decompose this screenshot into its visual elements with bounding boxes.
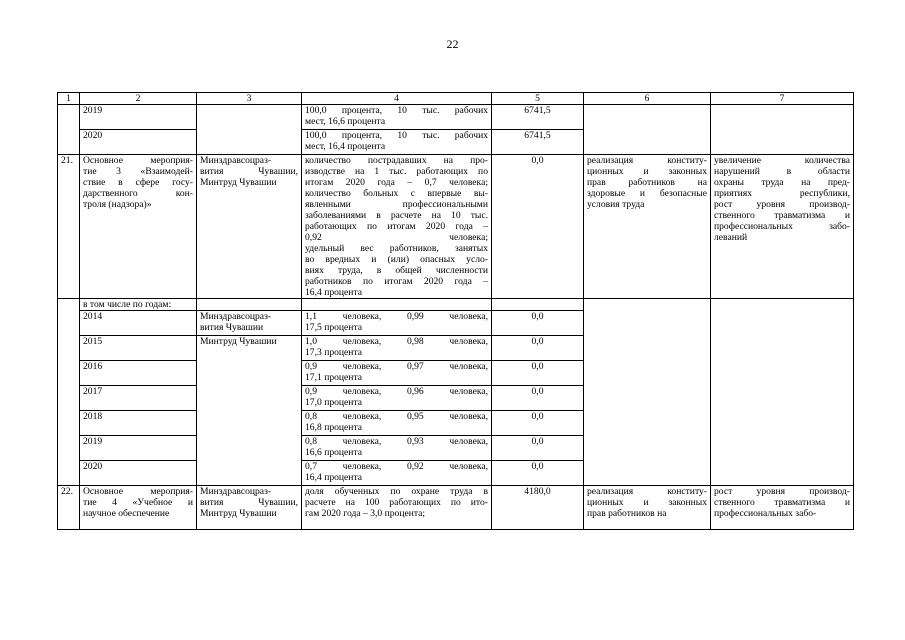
year-cell: 2018 — [80, 411, 197, 436]
cell-line: дарственного кон- — [83, 188, 193, 199]
year-cell: 2020 — [80, 130, 197, 155]
cell-line: 16,8 процента — [305, 422, 363, 433]
year-cell: 2019 — [80, 105, 197, 130]
cell-line: 0,8 человека, 0,93 человека, — [305, 436, 488, 447]
cell-line: работников по итогам 2020 года – — [305, 276, 488, 287]
cell-line: 16,6 процента — [305, 447, 363, 458]
cell-line: вития Чувашии, — [200, 166, 298, 177]
year-cell: 2020 — [80, 461, 197, 486]
cell-line: реализация конститу- — [587, 155, 707, 166]
result-cell — [584, 155, 711, 299]
risk-cell — [711, 155, 854, 299]
cell-line: ционных и законных — [587, 497, 707, 508]
cell-line: Минтруд Чувашии — [200, 336, 277, 347]
cell-line: троля (надзора)» — [83, 199, 152, 210]
cell-line: здоровые и безопасные — [587, 188, 707, 199]
cell-line: гам 2020 года – 3,0 процента; — [305, 508, 426, 519]
cell-line: удельный вес работников, занятых — [305, 243, 488, 254]
table-row-22 — [58, 486, 854, 530]
indicator-cell — [302, 130, 492, 155]
risk-cell — [711, 299, 854, 486]
cell-line: рост уровня производ- — [714, 199, 850, 210]
cell-line: работающих по итогам 2020 года – — [305, 221, 488, 232]
indicator-cell — [302, 299, 492, 311]
year-cell: 2014 — [80, 311, 197, 336]
row-number-cell — [58, 105, 80, 155]
row-number: 22. — [58, 486, 80, 530]
by-years-row — [58, 299, 854, 311]
measure-name — [80, 155, 197, 299]
value-cell: 0,0 — [492, 386, 584, 411]
cell-line: 0,9 человека, 0,96 человека, — [305, 386, 488, 397]
cell-line: явленными профессиональными — [305, 199, 488, 210]
by-years-label: в том числе по годам: — [80, 299, 197, 311]
cell-line: 17,1 процента — [305, 372, 363, 383]
indicator-cell — [302, 436, 492, 461]
cell-line: 17,3 процента — [305, 347, 363, 358]
cell-line: 100,0 процента, 10 тыс. рабочих — [305, 105, 488, 116]
executor-cell — [197, 336, 302, 486]
indicator-cell — [302, 361, 492, 386]
cell-line: тие 3 «Взаимодей- — [83, 166, 193, 177]
cell-line: во вредных и (или) опасных усло- — [305, 254, 488, 265]
executor-cell — [197, 155, 302, 299]
col-number: 7 — [711, 93, 854, 105]
cell-line: условия труда — [587, 199, 645, 210]
row-number-cell — [58, 299, 80, 486]
col-number: 1 — [58, 93, 80, 105]
cell-line: 0,7 человека, 0,92 человека, — [305, 461, 488, 472]
executor-cell — [197, 105, 302, 155]
cell-line: реализация конститу- — [587, 486, 707, 497]
executor-cell — [197, 486, 302, 530]
cell-line: рост уровня производ- — [714, 486, 850, 497]
row-number: 21. — [58, 155, 80, 299]
cell-line: 17,5 процента — [305, 322, 363, 333]
value-cell: 0,0 — [492, 311, 584, 336]
document-table — [57, 92, 854, 530]
cell-line: Минздравсоцраз- — [200, 155, 272, 166]
indicator-cell — [302, 105, 492, 130]
col-number: 2 — [80, 93, 197, 105]
cell-line: научное обеспечение — [83, 508, 170, 519]
indicator-cell — [302, 486, 492, 530]
cell-line: заболеваниями в расчете на 10 тыс. — [305, 210, 488, 221]
cell-line: мест, 16,4 процента — [305, 141, 386, 152]
cell-line: прав работников на — [587, 177, 707, 188]
col-number: 4 — [302, 93, 492, 105]
risk-cell — [711, 486, 854, 530]
table-body — [58, 93, 854, 530]
year-cell: 2016 — [80, 361, 197, 386]
value-cell: 6741,5 — [492, 130, 584, 155]
col-number: 6 — [584, 93, 711, 105]
value-cell — [492, 299, 584, 311]
table-row — [58, 105, 854, 130]
year-cell: 2015 — [80, 336, 197, 361]
value-cell: 6741,5 — [492, 105, 584, 130]
cell-line: 16,4 процента — [305, 287, 363, 298]
year-cell: 2019 — [80, 436, 197, 461]
cell-line: ционных и законных — [587, 166, 707, 177]
cell-line: ствие в сфере госу- — [83, 177, 193, 188]
value-cell: 0,0 — [492, 436, 584, 461]
indicator-cell — [302, 155, 492, 299]
cell-line: Минтруд Чувашии — [200, 508, 277, 519]
value-cell: 0,0 — [492, 361, 584, 386]
col-number: 5 — [492, 93, 584, 105]
result-cell — [584, 299, 711, 486]
col-number: 3 — [197, 93, 302, 105]
cell-line: профессиональных забо- — [714, 221, 850, 232]
value-cell: 4180,0 — [492, 486, 584, 530]
cell-line: мест, 16,6 процента — [305, 116, 386, 127]
value-cell: 0,0 — [492, 461, 584, 486]
cell-line: расчете на 100 работающих по ито- — [305, 497, 488, 508]
cell-line: Основное мероприя- — [83, 155, 193, 166]
cell-line: 1,0 человека, 0,98 человека, — [305, 336, 488, 347]
measure-name — [80, 486, 197, 530]
cell-line: нарушений в области — [714, 166, 850, 177]
cell-line: Основное мероприя- — [83, 486, 193, 497]
cell-line: леваний — [714, 232, 748, 243]
cell-line: приятиях республики, — [714, 188, 850, 199]
cell-line: ственного травматизма и — [714, 210, 850, 221]
cell-line: 0,9 человека, 0,97 человека, — [305, 361, 488, 372]
indicator-cell — [302, 386, 492, 411]
column-number-row — [58, 93, 854, 105]
cell-line: 100,0 процента, 10 тыс. рабочих — [305, 130, 488, 141]
cell-line: 17,0 процента — [305, 397, 363, 408]
cell-line: Минздравсоцраз- — [200, 311, 272, 322]
cell-line: 16,4 процента — [305, 472, 363, 483]
cell-line: профессиональных забо- — [714, 508, 817, 519]
cell-line: Минтруд Чувашии — [200, 177, 277, 188]
cell-line: прав работников на — [587, 508, 667, 519]
year-cell: 2017 — [80, 386, 197, 411]
risk-cell — [711, 105, 854, 155]
indicator-cell — [302, 411, 492, 436]
cell-line: 0,8 человека, 0,95 человека, — [305, 411, 488, 422]
cell-line: количество пострадавших на про- — [305, 155, 488, 166]
cell-line: увеличение количества — [714, 155, 850, 166]
cell-line: вития Чувашии — [200, 322, 264, 333]
cell-line: Минздравсоцраз- — [200, 486, 272, 497]
page-number: 22 — [446, 37, 459, 51]
value-cell: 0,0 — [492, 336, 584, 361]
cell-line: 1,1 человека, 0,99 человека, — [305, 311, 488, 322]
executor-cell — [197, 299, 302, 311]
cell-line: количество больных с впервые вы- — [305, 188, 488, 199]
indicator-cell — [302, 311, 492, 336]
result-cell — [584, 486, 711, 530]
cell-line: 0,92 человека; — [305, 232, 488, 243]
cell-line: тие 4 «Учебное и — [83, 497, 193, 508]
value-cell: 0,0 — [492, 155, 584, 299]
cell-line: ственного травматизма и — [714, 497, 850, 508]
result-cell — [584, 105, 711, 155]
cell-line: вития Чувашии, — [200, 497, 298, 508]
indicator-cell — [302, 461, 492, 486]
cell-line: охраны труда на пред- — [714, 177, 850, 188]
cell-line: изводстве на 1 тыс. работающих по — [305, 166, 488, 177]
table-row-21 — [58, 155, 854, 299]
indicator-cell — [302, 336, 492, 361]
cell-line: виях труда, в общей численности — [305, 265, 488, 276]
cell-line: доля обученных по охране труда в — [305, 486, 488, 497]
value-cell: 0,0 — [492, 411, 584, 436]
executor-cell — [197, 311, 302, 336]
cell-line: итогам 2020 года – 0,7 человека; — [305, 177, 488, 188]
